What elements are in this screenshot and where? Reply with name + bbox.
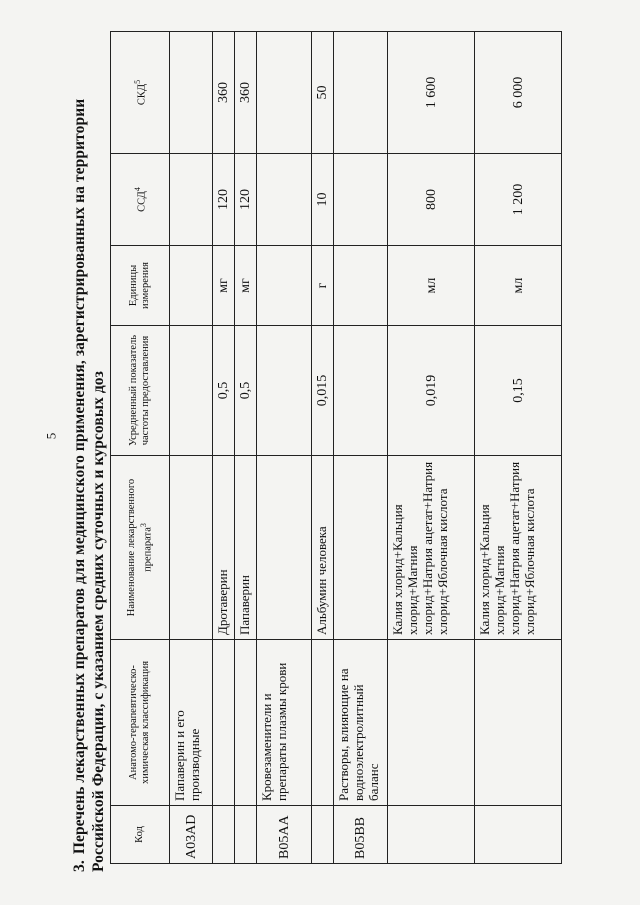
cell-drug [257, 456, 312, 640]
cell-freq [334, 326, 388, 456]
cell-drug: Дротаверин [213, 456, 235, 640]
cell-drug [334, 456, 388, 640]
heading-line-1: Перечень лекарственных препаратов для медицинского применения, зарегистрированных на территории [71, 98, 88, 855]
cell-ssd: 1 200 [475, 154, 562, 246]
header-atc: Анатомо-терапевтическо-химическая классификация [111, 640, 170, 806]
cell-code [312, 806, 334, 864]
header-ssd [111, 154, 170, 246]
table-row [475, 32, 562, 864]
section-heading [70, 27, 108, 872]
table-row [257, 32, 312, 864]
cell-code [235, 806, 257, 864]
cell-code: B05AA [257, 806, 312, 864]
cell-ssd [257, 154, 312, 246]
cell-ssd: 120 [213, 154, 235, 246]
cell-atc [213, 640, 235, 806]
cell-freq: 0,019 [388, 326, 475, 456]
cell-code [213, 806, 235, 864]
cell-drug [170, 456, 213, 640]
table-row [312, 32, 334, 864]
cell-ssd [170, 154, 213, 246]
heading-line-2: Российской Федерации, с указанием средних суточных и курсовых доз [90, 371, 107, 872]
cell-ssd [334, 154, 388, 246]
cell-freq [170, 326, 213, 456]
header-skd-sup: 5 [132, 79, 142, 84]
header-drug-sup: 3 [138, 523, 148, 528]
cell-code [475, 806, 562, 864]
header-skd-text: СКД [136, 83, 148, 106]
cell-ssd: 120 [235, 154, 257, 246]
drug-table [110, 31, 562, 864]
rotated-content [70, 27, 630, 872]
cell-unit: мл [475, 246, 562, 326]
cell-unit: мл [388, 246, 475, 326]
cell-ssd: 800 [388, 154, 475, 246]
cell-skd: 50 [312, 32, 334, 154]
table-row [170, 32, 213, 864]
cell-atc: Растворы, влияющие на водноэлектролитный баланс [334, 640, 388, 806]
cell-atc: Кровезаменители и препараты плазмы крови [257, 640, 312, 806]
cell-skd: 1 600 [388, 32, 475, 154]
cell-atc [235, 640, 257, 806]
header-drug [111, 456, 170, 640]
cell-skd: 360 [213, 32, 235, 154]
header-drug-text: Наименование лекарственного препарата [125, 478, 154, 617]
cell-freq: 0,015 [312, 326, 334, 456]
cell-atc: Папаверин и его производные [170, 640, 213, 806]
table-row [388, 32, 475, 864]
cell-unit [334, 246, 388, 326]
cell-atc [475, 640, 562, 806]
cell-code: B05BB [334, 806, 388, 864]
cell-drug: Альбумин человека [312, 456, 334, 640]
cell-freq: 0,5 [235, 326, 257, 456]
cell-code [388, 806, 475, 864]
header-code: Код [111, 806, 170, 864]
cell-skd [170, 32, 213, 154]
header-unit: Единицы измерения [111, 246, 170, 326]
page-number: 5 [43, 432, 59, 440]
cell-skd: 6 000 [475, 32, 562, 154]
cell-freq: 0,5 [213, 326, 235, 456]
table-row [334, 32, 388, 864]
heading-number: 3. [71, 860, 88, 872]
cell-unit: г [312, 246, 334, 326]
cell-drug: Калия хлорид+Кальция хлорид+Магния хлорид+Натрия ацетат+Натрия хлорид+Яблочная кислота [388, 456, 475, 640]
cell-drug: Папаверин [235, 456, 257, 640]
cell-skd [257, 32, 312, 154]
cell-unit: мг [213, 246, 235, 326]
cell-atc [312, 640, 334, 806]
cell-skd: 360 [235, 32, 257, 154]
cell-freq: 0,15 [475, 326, 562, 456]
cell-code: A03AD [170, 806, 213, 864]
cell-unit: мг [235, 246, 257, 326]
header-ssd-sup: 4 [132, 187, 142, 192]
header-skd [111, 32, 170, 154]
table-row [213, 32, 235, 864]
cell-unit [170, 246, 213, 326]
header-ssd-text: ССД [136, 191, 148, 212]
header-row [111, 32, 170, 864]
cell-unit [257, 246, 312, 326]
cell-ssd: 10 [312, 154, 334, 246]
table-row [235, 32, 257, 864]
cell-atc [388, 640, 475, 806]
cell-skd [334, 32, 388, 154]
cell-drug: Калия хлорид+Кальция хлорид+Магния хлорид+Натрия ацетат+Натрия хлорид+Яблочная кислота [475, 456, 562, 640]
cell-freq [257, 326, 312, 456]
header-freq: Усредненный показатель частоты предоставления [111, 326, 170, 456]
